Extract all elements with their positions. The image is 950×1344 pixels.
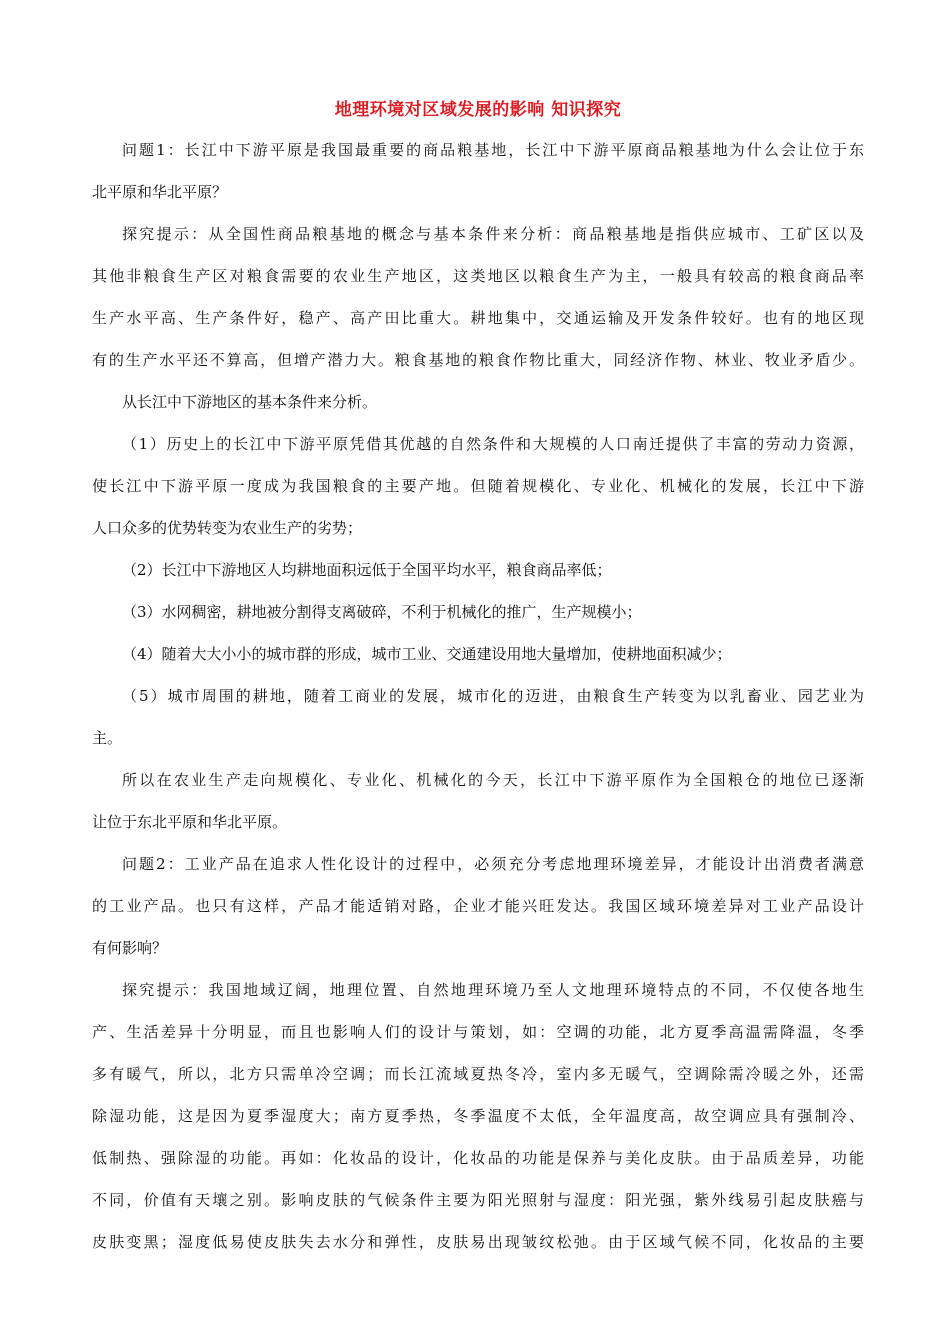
document-body: [92, 138, 864, 1254]
text-line: 除湿功能，这是因为夏季湿度大；南方夏季热，冬季温度不太低，全年温度高，故空调应具有强制冷、: [92, 1107, 864, 1125]
paragraph: [92, 432, 864, 540]
paragraph: [92, 852, 864, 960]
text-line: （2）长江中下游地区人均耕地面积远低于全国平均水平，粮食商品率低；: [122, 561, 612, 579]
paragraph: [92, 978, 864, 1254]
text-line: 生产水平高、生产条件好，稳产、高产田比重大。耕地集中，交通运输及开发条件较好。也有的地区现: [92, 309, 864, 327]
text-line: 不同，价值有天壤之别。影响皮肤的气候条件主要为阳光照射与湿度：阳光强，紫外线易引起皮肤癌与: [92, 1191, 864, 1209]
text-line: 主。: [92, 729, 123, 747]
text-line: 所以在农业生产走向规模化、专业化、机械化的今天，长江中下游平原作为全国粮仓的地位已逐渐: [122, 771, 864, 789]
text-line: 使长江中下游平原一度成为我国粮食的主要产地。但随着规模化、专业化、机械化的发展，长江中下游: [92, 477, 864, 495]
paragraph: [92, 390, 864, 414]
document-title: 地理环境对区域发展的影响 知识探究: [334, 100, 622, 120]
text-line: 低制热、强除湿的功能。再如：化妆品的设计，化妆品的功能是保养与美化皮肤。由于品质差异，功能: [92, 1149, 864, 1167]
paragraph: [92, 642, 864, 666]
text-line: 问题2：工业产品在追求人性化设计的过程中，必须充分考虑地理环境差异，才能设计出消费者满意: [122, 855, 864, 873]
text-line: （4）随着大大小小的城市群的形成，城市工业、交通建设用地大量增加，使耕地面积减少；: [122, 645, 732, 663]
text-line: 其他非粮食生产区对粮食需要的农业生产地区，这类地区以粮食生产为主，一般具有较高的粮食商品率: [92, 267, 864, 285]
text-line: 多有暖气，所以，北方只需单冷空调；而长江流域夏热冬冷，室内多无暖气，空调除需冷暖之外，还需: [92, 1065, 864, 1083]
text-line: 让位于东北平原和华北平原。: [92, 813, 288, 831]
paragraph: [92, 222, 864, 372]
text-line: （1）历史上的长江中下游平原凭借其优越的自然条件和大规模的人口南迁提供了丰富的劳动力资源，: [122, 435, 864, 453]
text-line: 问题1：长江中下游平原是我国最重要的商品粮基地，长江中下游平原商品粮基地为什么会让位于东: [122, 141, 864, 159]
text-line: 探究提示：我国地域辽阔，地理位置、自然地理环境乃至人文地理环境特点的不同，不仅使各地生: [122, 981, 864, 999]
paragraph: [92, 684, 864, 750]
text-line: 有的生产水平还不算高，但增产潜力大。粮食基地的粮食作物比重大，同经济作物、林业、牧业矛盾少。: [92, 351, 864, 369]
text-line: 的工业产品。也只有这样，产品才能适销对路，企业才能兴旺发达。我国区域环境差异对工业产品设计: [92, 897, 864, 915]
document-page: [92, 96, 864, 1254]
text-line: 产、生活差异十分明显，而且也影响人们的设计与策划，如：空调的功能，北方夏季高温需降温，冬季: [92, 1023, 864, 1041]
text-line: 人口众多的优势转变为农业生产的劣势；: [92, 519, 363, 537]
text-line: 有何影响？: [92, 939, 168, 957]
text-line: （3）水网稠密，耕地被分割得支离破碎，不利于机械化的推广，生产规模小；: [122, 603, 642, 621]
text-line: 北平原和华北平原？: [92, 183, 228, 201]
paragraph: [92, 558, 864, 582]
paragraph: [92, 600, 864, 624]
paragraph: [92, 768, 864, 834]
paragraph: [92, 138, 864, 204]
text-line: 皮肤变黑；湿度低易使皮肤失去水分和弹性，皮肤易出现皱纹松弛。由于区域气候不同，化妆品的主要: [92, 1233, 864, 1251]
text-line: 探究提示：从全国性商品粮基地的概念与基本条件来分析：商品粮基地是指供应城市、工矿区以及: [122, 225, 864, 243]
text-line: 从长江中下游地区的基本条件来分析。: [122, 393, 378, 411]
text-line: （5）城市周围的耕地，随着工商业的发展，城市化的迈进，由粮食生产转变为以乳畜业、园艺业为: [122, 687, 864, 705]
